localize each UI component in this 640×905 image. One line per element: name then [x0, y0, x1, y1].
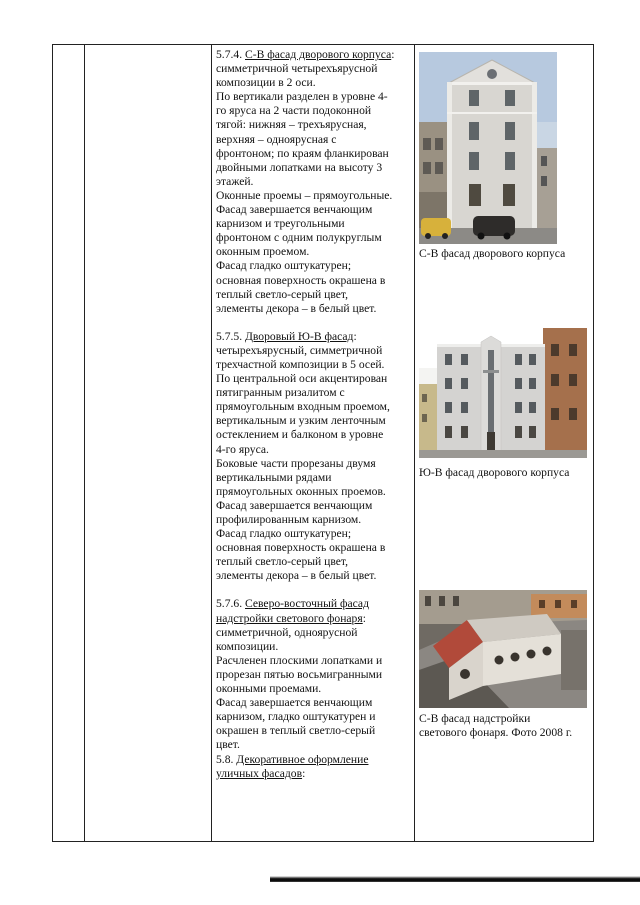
- table-bottom-border: [52, 841, 594, 842]
- text-line: композиции.: [216, 639, 279, 653]
- text-line: остеклением и балконом в уровне: [216, 428, 384, 442]
- text-line: этажей.: [216, 174, 254, 188]
- section-5-7-6: 5.7.6. Северо-восточный фасад надстройки светового фонаря: симметричной, одноярусной композиции. Расчленен плоскими лопатками и прорезан пятью восьмигранными оконными проемами. Фасад завершается венчающим карнизом, гладко оштукатурен и окрашен в теплый светло-серый цвет.: [216, 597, 412, 752]
- text-line: профилированным карнизом.: [216, 513, 362, 526]
- text-line: Фасад гладко оштукатурен;: [216, 259, 352, 273]
- text-line: По центральной оси акцентирован: [216, 372, 388, 386]
- table-top-border: [52, 44, 594, 45]
- section-title: С-В фасад дворового корпуса: [245, 48, 392, 61]
- text-line: окрашен в теплый светло-серый: [216, 724, 376, 738]
- text-line: элементы декора – в белый цвет.: [216, 569, 377, 583]
- text-line: основная поверхность окрашена в: [216, 541, 386, 555]
- section-title: Дворовый Ю-В фасад: [245, 329, 354, 343]
- text-line: оконным проемом.: [216, 245, 310, 259]
- text-line: Фасад завершается венчающим: [216, 696, 373, 710]
- section-number: 5.7.5.: [216, 329, 243, 343]
- text-line: четырехъярусный, симметричной: [216, 343, 383, 357]
- table-left-border: [52, 44, 53, 841]
- text-line: тягой: нижняя – трехъярусная,: [216, 118, 367, 132]
- text-line: верхняя – одноярусная с: [216, 132, 337, 146]
- text-line: карнизом, гладко оштукатурен и: [216, 710, 376, 724]
- text-line: вертикальными рядами: [216, 470, 332, 484]
- text-line: оконными проемами.: [216, 682, 322, 696]
- text-line: карнизом и треугольными: [216, 217, 345, 231]
- section-5-7-5: 5.7.5. Дворовый Ю-В фасад: четырехъярусный, симметричной трехчастной композиции в 5 осей. По центральной оси акцентирован пятигранным ризалитом с прямоугольным входным проемом, вертикальным и узким ленточным остеклением и балконом в уровне 4-го яруса. Боковые части прорезаны двумя вертикальными рядами прямоугольных оконных проемов. Фасад завершается венчающим профилированным карнизом. Фасад гладко оштукатурен; основная поверхность окрашена в теплый светло-серый цвет, элементы декора – в белый цвет.: [216, 330, 412, 584]
- section-number: 5.7.4.: [216, 48, 243, 61]
- text-line: Фасад завершается венчающим: [216, 203, 373, 217]
- text-line: Фасад гладко оштукатурен;: [216, 527, 352, 541]
- text-line: трехчастной композиции в 5 осей.: [216, 357, 385, 371]
- text-line: фронтоном с одним полукруглым: [216, 231, 382, 245]
- caption-line: С-В фасад надстройки: [419, 712, 531, 725]
- text-line: Боковые части прорезаны двумя: [216, 456, 376, 470]
- section-5-8: 5.8. Декоративное оформление уличных фасадов:: [216, 752, 369, 780]
- text-line: 4-го яруса.: [216, 442, 269, 456]
- section-title: надстройки светового фонаря: [216, 611, 363, 625]
- column-divider-2: [211, 44, 212, 841]
- caption-line: светового фонаря. Фото 2008 г.: [419, 726, 573, 739]
- description-column: [216, 48, 412, 781]
- text-line: Фасад завершается венчающим: [216, 498, 373, 512]
- text-line: прямоугольным входным проемом,: [216, 400, 390, 414]
- caption-photo1: С-В фасад дворового корпуса: [419, 247, 566, 260]
- text-line: композиции в 2 оси.: [216, 76, 316, 90]
- section-title: Декоративное оформление: [236, 752, 369, 766]
- text-line: двойными лопатками на высоту 3: [216, 160, 383, 174]
- photo-skylight: [419, 590, 587, 708]
- text-line: Расчленен плоскими лопатками и: [216, 653, 383, 667]
- text-line: основная поверхность окрашена в: [216, 273, 386, 287]
- section-5-7-4: 5.7.4. С-В фасад дворового корпуса: симметричной четырехъярусной композиции в 2 оси. По вертикали разделен в уровне 4- го яруса на 2 части подоконной тягой: нижняя – трехъярусная, верхняя – одноярусная с фронтоном; по краям фланкирован двойными лопатками на высоту 3 этажей. Оконные проемы – прямоугольные. Фасад завершается венчающим карнизом и треугольными фронтоном с одним полукруглым оконным проемом. Фасад гладко оштукатурен; основная поверхность окрашена в теплый светло-серый цвет, элементы декора – в белый цвет.: [216, 48, 412, 316]
- text-line: симметричной четырехъярусной: [216, 62, 378, 76]
- text-line: прорезан пятью восьмигранными: [216, 667, 383, 681]
- text-line: фронтоном; по краям фланкирован: [216, 146, 389, 160]
- text-line: теплый светло-серый цвет,: [216, 555, 348, 569]
- text-line: По вертикали разделен в уровне 4-: [216, 90, 388, 104]
- text-line: симметричной, одноярусной: [216, 625, 358, 639]
- column-divider-1: [84, 44, 85, 841]
- scan-edge-shadow: [270, 876, 640, 882]
- text-line: прямоугольных оконных проемов.: [216, 484, 386, 498]
- caption-photo3: [419, 712, 594, 740]
- text-line: го яруса на 2 части подоконной: [216, 104, 372, 118]
- text-line: теплый светло-серый цвет,: [216, 287, 348, 301]
- text-line: цвет.: [216, 738, 240, 752]
- section-number: 5.8.: [216, 752, 234, 766]
- text-line: вертикальным и узким ленточным: [216, 414, 386, 428]
- photo-ne-facade: [419, 52, 557, 244]
- section-title: Северо-восточный фасад: [245, 597, 369, 611]
- text-line: элементы декора – в белый цвет.: [216, 301, 377, 315]
- text-line: Оконные проемы – прямоугольные.: [216, 188, 393, 202]
- section-number: 5.7.6.: [216, 597, 243, 611]
- photo-se-facade: [419, 328, 587, 458]
- column-divider-3: [414, 44, 415, 841]
- caption-photo2: Ю-В фасад дворового корпуса: [419, 466, 570, 479]
- text-line: пятигранным ризалитом с: [216, 386, 345, 400]
- section-title: уличных фасадов: [216, 766, 303, 780]
